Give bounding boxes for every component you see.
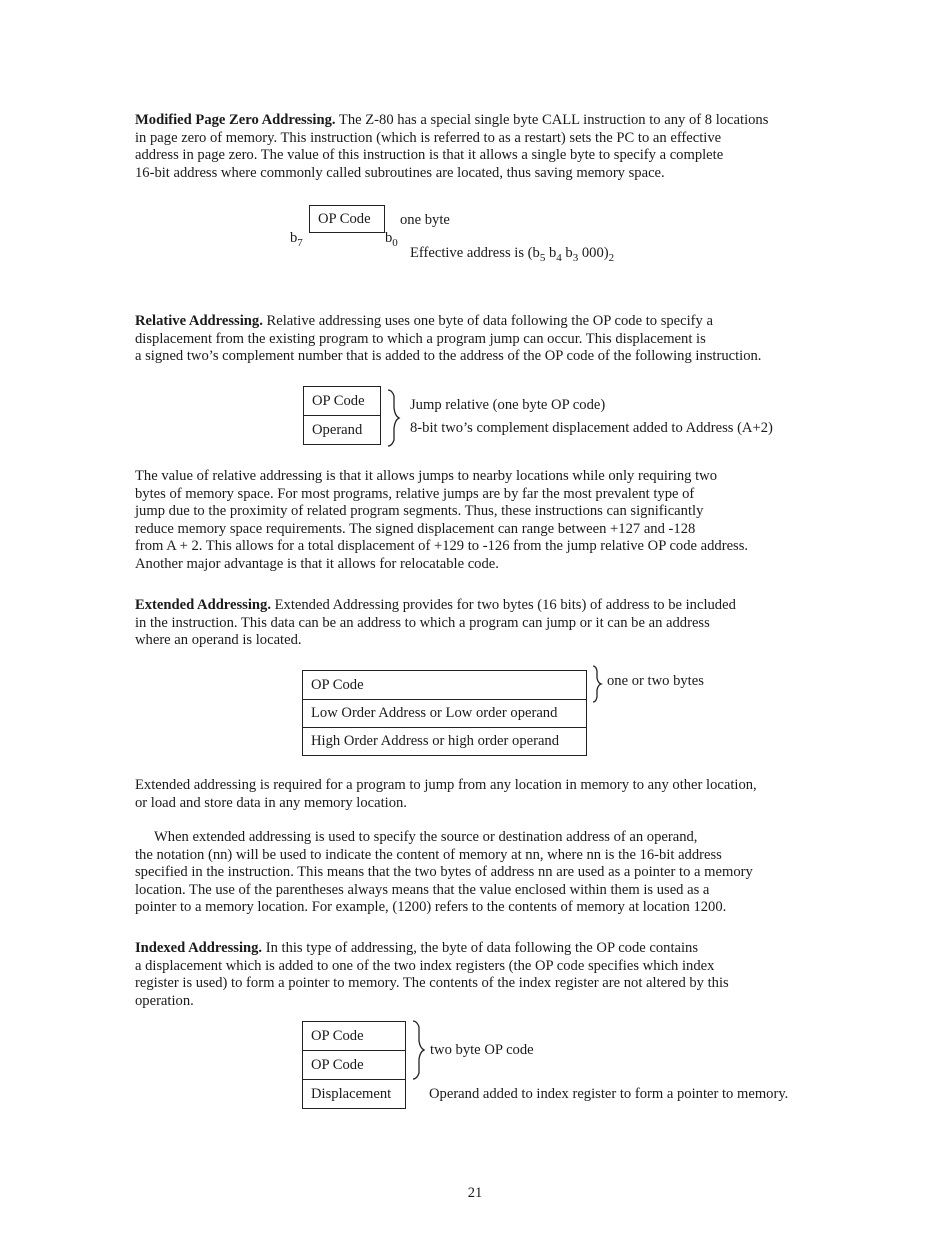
ext-notation-line1: When extended addressing is used to specify the source or destination address of an operand, (154, 829, 698, 845)
page-zero-effective-address (410, 245, 614, 264)
indexed-line4: operation. (135, 992, 194, 1009)
extended-brace-icon (591, 664, 605, 704)
ext-notation-line5: pointer to a memory location. For example, (1200) refers to the contents of memory at location 1200. (135, 899, 727, 916)
relative-disc-line5: from A + 2. This allows for a total displacement of +129 to -126 from the jump relative OP code address. (135, 538, 749, 555)
indexed-opcode1-box: OP Code (302, 1021, 406, 1051)
relative-heading: Relative Addressing. (135, 313, 263, 329)
eff-prefix: Effective address is (b (410, 245, 540, 261)
page-zero-bit0-label (385, 230, 398, 249)
extended-opcode-box: OP Code (302, 670, 587, 700)
extended-low-order-box: Low Order Address or Low order operand (302, 699, 587, 728)
relative-line3: a signed two’s complement number that is added to the address of the OP code of the following instruction. (135, 348, 762, 365)
eff-sub3: 3 (572, 252, 579, 264)
relative-text1: Relative addressing uses one byte of data following the OP code to specify a (262, 313, 713, 329)
relative-operand-box: Operand (303, 415, 381, 445)
page-zero-one-byte-note: one byte (400, 212, 450, 228)
ext-notation-line3: specified in the instruction. This means that the two bytes of address nn are used as a pointer to a memory (135, 864, 753, 881)
eff-sub4: 2 (608, 252, 615, 264)
relative-brace-icon (386, 388, 402, 448)
indexed-line2: a displacement which is added to one of the two index registers (the OP code specifies which index (135, 957, 715, 974)
eff-b3: b (561, 245, 573, 261)
relative-disc-line4: reduce memory space requirements. The signed displacement can range between +127 and -128 (135, 520, 696, 537)
extended-notation (135, 829, 835, 917)
indexed-displacement-box: Displacement (302, 1079, 406, 1109)
ext-notation-line2: the notation (nn) will be used to indicate the content of memory at nn, where nn is the 16-bit address (135, 846, 722, 863)
relative-disc-line6: Another major advantage is that it allows for relocatable code. (135, 555, 499, 572)
section-indexed (135, 940, 835, 1010)
indexed-text1: In this type of addressing, the byte of data following the OP code contains (262, 940, 699, 956)
indexed-note-opcode: two byte OP code (430, 1042, 534, 1058)
indexed-note-operand: Operand added to index register to form a pointer to memory. (429, 1086, 789, 1102)
extended-heading: Extended Addressing. (135, 597, 271, 613)
ext-notation-line4: location. The use of the parentheses always means that the value enclosed within them is used as a (135, 881, 710, 898)
page-zero-opcode-box: OP Code (309, 205, 385, 233)
relative-discussion (135, 468, 835, 574)
relative-disc-line1: The value of relative addressing is that it allows jumps to nearby locations while only requiring two (135, 468, 717, 484)
indexed-brace-icon (411, 1019, 427, 1081)
eff-b2: b (545, 245, 557, 261)
extended-high-order-box: High Order Address or high order operand (302, 727, 587, 756)
relative-note-jump: Jump relative (one byte OP code) (410, 397, 606, 413)
ext-req-line1: Extended addressing is required for a program to jump from any location in memory to any other location, (135, 777, 757, 793)
extended-line3: where an operand is located. (135, 632, 302, 649)
indexed-opcode2-box: OP Code (302, 1050, 406, 1080)
indexed-heading: Indexed Addressing. (135, 940, 263, 956)
extended-note-bytes: one or two bytes (607, 673, 704, 689)
bit7-letter: b (290, 230, 298, 246)
page-zero-line3: address in page zero. The value of this instruction is that it allows a single byte to specify a complete (135, 147, 724, 164)
section-relative (135, 313, 835, 366)
page-zero-bit7-label (290, 230, 303, 249)
section-page-zero (135, 112, 835, 182)
extended-requirement (135, 777, 835, 812)
bit0-sub: 0 (392, 237, 398, 249)
bit7-sub: 7 (297, 237, 303, 249)
page-zero-line4: 16-bit address where commonly called subroutines are located, thus saving memory space. (135, 164, 665, 181)
eff-sub2: 4 (556, 252, 562, 264)
indexed-line1 (135, 940, 835, 958)
extended-line2: in the instruction. This data can be an address to which a program can jump or it can be an address (135, 614, 710, 631)
bit0-letter: b (385, 230, 393, 246)
page-number: 21 (467, 1185, 483, 1201)
section-extended (135, 597, 835, 650)
relative-disc-line3: jump due to the proximity of related program segments. Thus, these instructions can significantly (135, 503, 704, 520)
relative-line1 (135, 313, 835, 331)
extended-text1: Extended Addressing provides for two bytes (16 bits) of address to be included (270, 597, 736, 613)
ext-req-line2: or load and store data in any memory location. (135, 794, 407, 811)
indexed-line3: register is used) to form a pointer to memory. The contents of the index register are not altered by this (135, 975, 729, 992)
relative-opcode-box: OP Code (303, 386, 381, 416)
relative-line2: displacement from the existing program to which a program jump can occur. This displacement is (135, 330, 706, 347)
eff-tail: 000) (578, 245, 609, 261)
relative-note-displacement: 8-bit two’s complement displacement added to Address (A+2) (410, 420, 773, 436)
page-zero-heading: Modified Page Zero Addressing. (135, 112, 336, 128)
page-zero-line1 (135, 112, 835, 130)
page-zero-line2: in page zero of memory. This instruction (which is referred to as a restart) sets the PC to an effective (135, 129, 722, 146)
extended-line1 (135, 597, 835, 615)
page-zero-text1: The Z-80 has a special single byte CALL instruction to any of 8 locations (335, 112, 769, 128)
relative-disc-line2: bytes of memory space. For most programs, relative jumps are by far the most prevalent type of (135, 485, 695, 502)
eff-sub1: 5 (539, 252, 546, 264)
